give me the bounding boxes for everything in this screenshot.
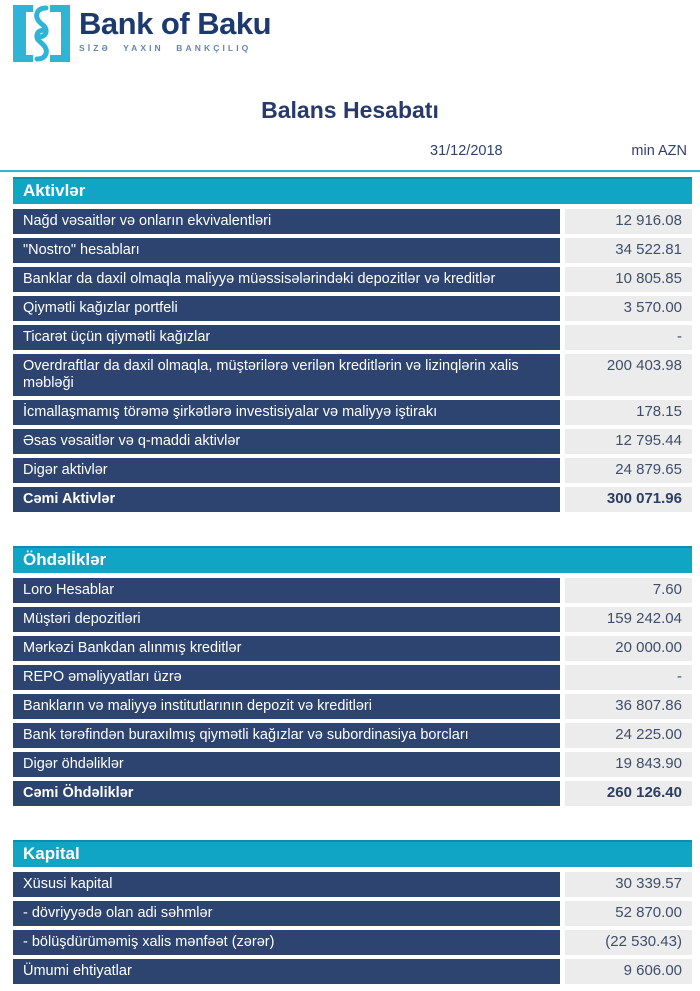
row-value: 178.15 <box>565 400 692 425</box>
row-value: 260 126.40 <box>565 781 692 806</box>
row-value: 10 805.85 <box>565 267 692 292</box>
row-value: 159 242.04 <box>565 607 692 632</box>
row-value: 3 570.00 <box>565 296 692 321</box>
row-label: Loro Hesablar <box>13 578 560 603</box>
row-value: 300 071.96 <box>565 487 692 512</box>
bank-tagline: SİZƏ YAXIN BANKÇILIQ <box>79 43 252 53</box>
table-total-row <box>13 487 692 512</box>
row-value: 7.60 <box>565 578 692 603</box>
sections <box>0 177 700 984</box>
logo-text-block <box>79 5 271 53</box>
table-row <box>13 458 692 483</box>
table-row <box>13 959 692 984</box>
row-value: 24 225.00 <box>565 723 692 748</box>
table-row <box>13 872 692 897</box>
table-total-row <box>13 781 692 806</box>
section-title-ohdelikler: Öhdəlİklər <box>13 546 692 573</box>
table-row <box>13 209 692 234</box>
row-label: Xüsusi kapital <box>13 872 560 897</box>
row-label: - bölüşdürüməmiş xalis mənfəət (zərər) <box>13 930 560 955</box>
row-label: - dövriyyədə olan adi səhmlər <box>13 901 560 926</box>
row-value: - <box>565 325 692 350</box>
row-label: Bank tərəfindən buraxılmış qiymətli kağızlar və subordinasiya borcları <box>13 723 560 748</box>
row-label: Bankların və maliyyə institutlarının depozit və kreditləri <box>13 694 560 719</box>
page-title: Balans Hesabatı <box>261 97 439 123</box>
row-label: Digər öhdəliklər <box>13 752 560 777</box>
table-row <box>13 578 692 603</box>
row-label: Digər aktivlər <box>13 458 560 483</box>
table-row <box>13 238 692 263</box>
row-value: 12 795.44 <box>565 429 692 454</box>
section-title-aktivler: Aktivlər <box>13 177 692 204</box>
table-row <box>13 296 692 321</box>
table-row <box>13 665 692 690</box>
row-value: 52 870.00 <box>565 901 692 926</box>
row-label: Cəmi Öhdəliklər <box>13 781 560 806</box>
row-label: Ticarət üçün qiymətli kağızlar <box>13 325 560 350</box>
table-row <box>13 267 692 292</box>
row-value: 20 000.00 <box>565 636 692 661</box>
row-label: Nağd vəsaitlər və onların ekvivalentləri <box>13 209 560 234</box>
page-header <box>0 0 700 57</box>
table-row <box>13 400 692 425</box>
table-row <box>13 723 692 748</box>
row-value: 24 879.65 <box>565 458 692 483</box>
row-label: "Nostro" hesabları <box>13 238 560 263</box>
table-row <box>13 636 692 661</box>
row-label: Müştəri depozitləri <box>13 607 560 632</box>
section-ohdelikler <box>13 546 692 806</box>
table-row <box>13 607 692 632</box>
section-aktivler <box>13 177 692 512</box>
table-row <box>13 429 692 454</box>
row-value: 34 522.81 <box>565 238 692 263</box>
row-label: REPO əməliyyatları üzrə <box>13 665 560 690</box>
row-label: Əsas vəsaitlər və q-maddi aktivlər <box>13 429 560 454</box>
row-value: (22 530.43) <box>565 930 692 955</box>
header-divider <box>0 170 700 172</box>
row-label: Overdraftlar da daxil olmaqla, müştərilərə verilən kreditlərin və lizinqlərin xalis məbləği <box>13 354 560 396</box>
row-value: 12 916.08 <box>565 209 692 234</box>
row-value: 200 403.98 <box>565 354 692 396</box>
report-date: 31/12/2018 <box>430 143 503 159</box>
currency-unit: min AZN <box>631 143 687 159</box>
bank-of-baku-chain-logo-icon <box>13 5 70 62</box>
row-value: 36 807.86 <box>565 694 692 719</box>
row-label: İcmallaşmamış törəmə şirkətlərə investisiyalar və maliyyə iştirakı <box>13 400 560 425</box>
row-value: 9 606.00 <box>565 959 692 984</box>
report-meta-row <box>0 143 700 161</box>
bank-name: Bank of Baku <box>79 6 272 41</box>
row-label: Cəmi Aktivlər <box>13 487 560 512</box>
table-row <box>13 752 692 777</box>
row-label: Mərkəzi Bankdan alınmış kreditlər <box>13 636 560 661</box>
section-kapital <box>13 840 692 984</box>
table-row <box>13 901 692 926</box>
section-title-kapital: Kapital <box>13 840 692 867</box>
row-label: Banklar da daxil olmaqla maliyyə müəssisələrindəki depozitlər və kreditlər <box>13 267 560 292</box>
row-value: - <box>565 665 692 690</box>
table-row <box>13 354 692 396</box>
row-label: Qiymətli kağızlar portfeli <box>13 296 560 321</box>
table-row <box>13 930 692 955</box>
table-row <box>13 694 692 719</box>
table-row <box>13 325 692 350</box>
row-label: Ümumi ehtiyatlar <box>13 959 560 984</box>
row-value: 30 339.57 <box>565 872 692 897</box>
row-value: 19 843.90 <box>565 752 692 777</box>
